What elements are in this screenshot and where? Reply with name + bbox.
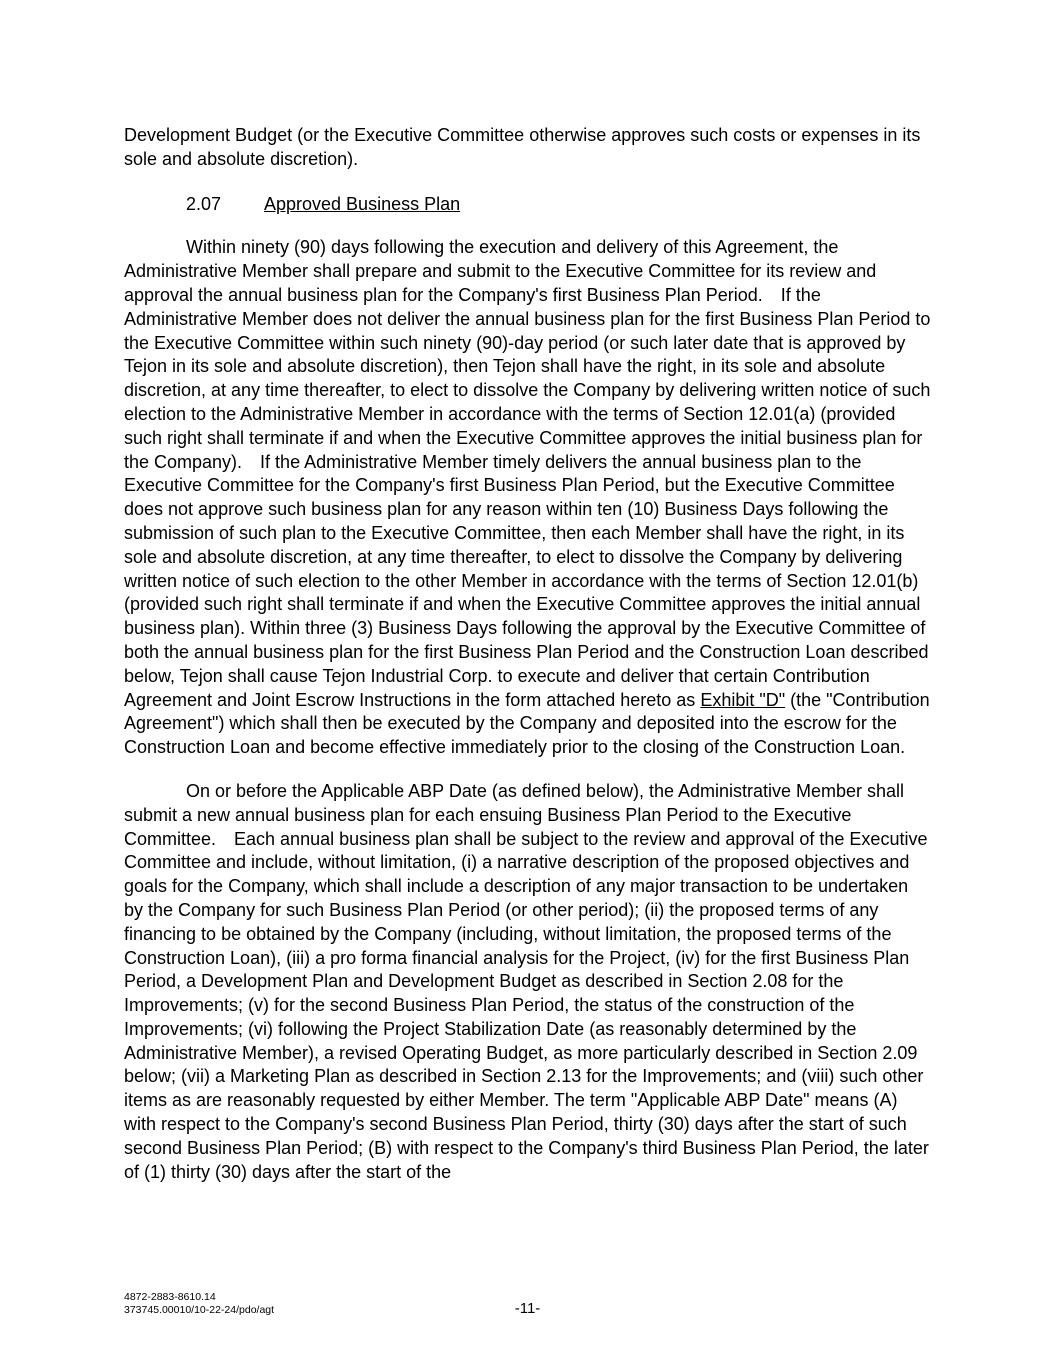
- body-text: [124, 124, 932, 1184]
- paragraph-business-plan-ensuing: On or before the Applicable ABP Date (as defined below), the Administrative Member shall submit a new annual business plan for each ensuing Business Plan Period to the Executive Committee. Each annual business plan shall be subject to the review and approval of the Executive Committee and include, without limitation, (i) a narrative description of the proposed objectives and goals for the Company, which shall include a description of any major transaction to be undertaken by the Company for such Business Plan Period (or other period); (ii) the proposed terms of any financing to be obtained by the Company (including, without limitation, the proposed terms of the Construction Loan), (iii) a pro forma financial analysis for the Project, (iv) for the first Business Plan Period, a Development Plan and Development Budget as described in Section 2.08 for the Improvements; (v) for the second Business Plan Period, the status of the construction of the Improvements; (vi) following the Project Stabilization Date (as reasonably determined by the Administrative Member), a revised Operating Budget, as more particularly described in Section 2.09 below; (vii) a Marketing Plan as described in Section 2.13 for the Improvements; and (viii) such other items as are reasonably requested by either Member. The term "Applicable ABP Date" means (A) with respect to the Company's second Business Plan Period, thirty (30) days after the start of such second Business Plan Period; (B) with respect to the Company's third Business Plan Period, the later of (1) thirty (30) days after the start of the: [124, 780, 929, 1182]
- carryover-paragraph: Development Budget (or the Executive Committee otherwise approves such costs or expenses in its sole and absolute discretion).: [124, 125, 921, 169]
- section-heading: [124, 193, 932, 217]
- footer-file-reference: 373745.00010/10-22-24/pdo/agt: [124, 1303, 275, 1316]
- section-title: Approved Business Plan: [264, 193, 461, 214]
- footer-doc-number: 4872-2883-8610.14: [124, 1291, 216, 1303]
- paragraph-business-plan-initial: [124, 236, 932, 760]
- section-number: 2.07: [186, 193, 222, 214]
- paragraph-1-text: Within ninety (90) days following the execution and delivery of this Agreement, the Administrative Member shall prepare and submit to the Executive Committee for its review and approval the annual business plan for the Company's first Business Plan Period. If the Administrative Member does not deliver the annual business plan for the first Business Plan Period to the Executive Committee within such ninety (90)-day period (or such later date that is approved by Tejon in its sole and absolute discretion), then Tejon shall have the right, in its sole and absolute discretion, at any time thereafter, to elect to dissolve the Company by delivering written notice of such election to the Administrative Member in accordance with the terms of Section 12.01(a) (provided such right shall terminate if and when the Executive Committee approves the initial business plan for the Company). If the Administrative Member timely delivers the annual business plan to the Executive Committee for the Company's first Business Plan Period, but the Executive Committee does not approve such business plan for any reason within ten (10) Business Days following the submission of such plan to the Executive Committee, then each Member shall have the right, in its sole and absolute discretion, at any time thereafter, to elect to dissolve the Company by delivering written notice of such election to the other Member in accordance with the terms of Section 12.01(b) (provided such right shall terminate if and when the Executive Committee approves the initial annual business plan). Within three (3) Business Days following the approval by the Executive Committee of both the annual business plan for the first Business Plan Period and the Construction Loan described below, Tejon shall cause Tejon Industrial Corp. to execute and deliver that certain Contribution Agreement and Joint Escrow Instructions in the form attached hereto as: [124, 237, 931, 710]
- exhibit-reference: Exhibit "D": [700, 689, 786, 710]
- page-number: -11-: [514, 1300, 541, 1317]
- paragraph-1-text-end: (the "Contribution Agreement") which shall then be executed by the Company and deposited into the escrow for the Construction Loan and become effective immediately prior to the closing of the Construction Loan.: [124, 689, 930, 758]
